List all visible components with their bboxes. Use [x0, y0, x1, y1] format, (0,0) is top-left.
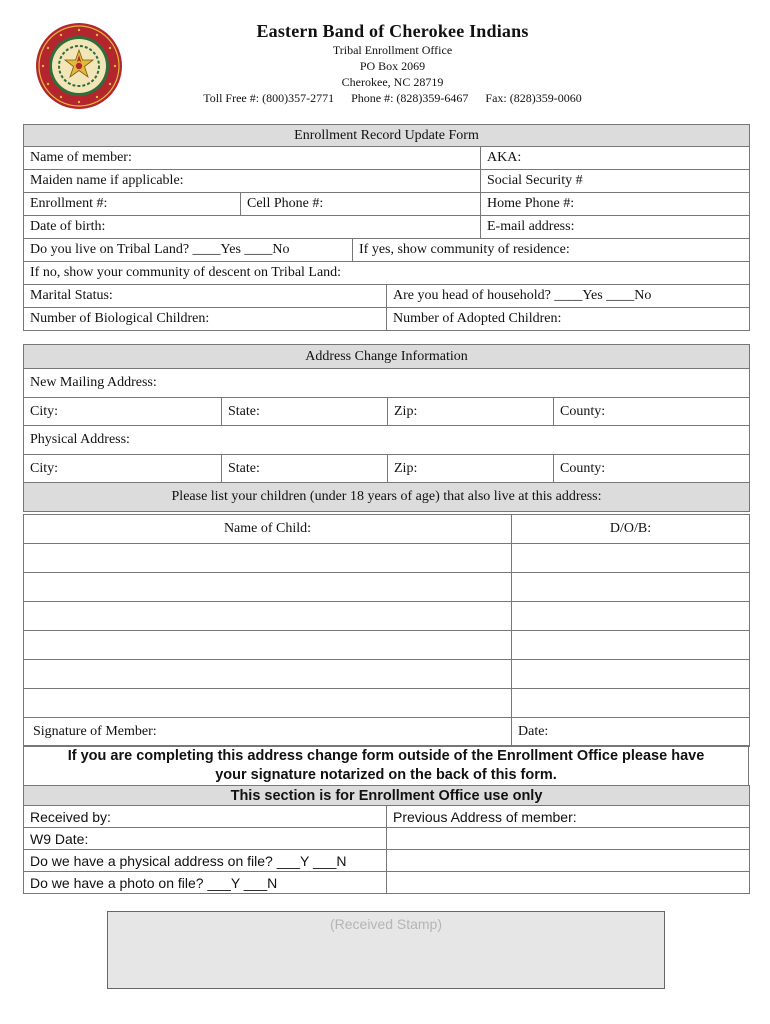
notice-line-1: If you are completing this address change form outside of the Enrollment Office please have [67, 748, 705, 764]
head-of-household-question[interactable]: Are you head of household? ____Yes ____No [387, 285, 750, 308]
table-row [24, 602, 750, 631]
po-box: PO Box 2069 [359, 59, 426, 73]
date-of-birth-field[interactable]: Date of birth: [24, 216, 481, 239]
child-name-cell[interactable] [24, 544, 512, 573]
dob-header: D/O/B: [512, 515, 750, 544]
enrollment-record-table [23, 124, 750, 239]
mailing-city-field[interactable]: City: [24, 398, 222, 426]
child-name-cell[interactable] [24, 573, 512, 602]
signature-date-field[interactable]: Date: [512, 718, 750, 747]
w9-date-field[interactable]: W9 Date: [24, 828, 387, 850]
office-section-title: This section is for Enrollment Office use only [24, 786, 750, 806]
table-row [24, 689, 750, 718]
community-residence-field[interactable]: If yes, show community of residence: [353, 239, 750, 262]
marital-status-field[interactable]: Marital Status: [24, 285, 387, 308]
toll-free-number: Toll Free #: (800)357-2771 [203, 91, 335, 105]
header-text [150, 20, 635, 106]
physical-county-field[interactable]: County: [554, 455, 750, 483]
household-table [23, 284, 750, 331]
table-row [24, 660, 750, 689]
child-name-header: Name of Child: [24, 515, 512, 544]
name-of-member-field[interactable]: Name of member: [24, 147, 481, 170]
new-mailing-address-field[interactable]: New Mailing Address: [24, 369, 750, 398]
enrollment-number-field[interactable]: Enrollment #: [24, 193, 241, 216]
children-section-title: Please list your children (under 18 years of age) that also live at this address: [24, 483, 750, 512]
adopted-children-field[interactable]: Number of Adopted Children: [387, 308, 750, 331]
photo-on-file-question[interactable]: Do we have a photo on file? ___Y ___N [24, 872, 387, 894]
physical-city-field[interactable]: City: [24, 455, 222, 483]
received-stamp-box [107, 911, 665, 989]
office-name: Tribal Enrollment Office [332, 43, 453, 57]
child-dob-cell[interactable] [512, 544, 750, 573]
email-field[interactable]: E-mail address: [481, 216, 750, 239]
home-phone-field[interactable]: Home Phone #: [481, 193, 750, 216]
phone-number: Phone #: (828)359-6467 [351, 91, 469, 105]
mailing-county-field[interactable]: County: [554, 398, 750, 426]
previous-address-line[interactable] [387, 828, 750, 850]
member-signature-field[interactable]: Signature of Member: [24, 718, 512, 747]
address-form-title: Address Change Information [24, 345, 750, 369]
tribal-land-question[interactable]: Do you live on Tribal Land? ____Yes ____No [24, 239, 353, 262]
tribal-seal-icon [35, 22, 123, 110]
physical-state-field[interactable]: State: [222, 455, 388, 483]
aka-field[interactable]: AKA: [481, 147, 750, 170]
physical-zip-field[interactable]: Zip: [388, 455, 554, 483]
tribal-land-table [23, 238, 750, 285]
contact-line [150, 90, 635, 106]
received-by-field[interactable]: Received by: [24, 806, 387, 828]
child-dob-cell[interactable] [512, 631, 750, 660]
child-dob-cell[interactable] [512, 689, 750, 718]
child-name-cell[interactable] [24, 602, 512, 631]
previous-address-line[interactable] [387, 872, 750, 894]
record-form-title: Enrollment Record Update Form [24, 125, 750, 147]
org-title: Eastern Band of Cherokee Indians [256, 21, 529, 41]
child-name-cell[interactable] [24, 689, 512, 718]
children-table [23, 514, 750, 747]
notarize-notice [23, 745, 749, 785]
biological-children-field[interactable]: Number of Biological Children: [24, 308, 387, 331]
cell-phone-field[interactable]: Cell Phone #: [241, 193, 481, 216]
child-name-cell[interactable] [24, 660, 512, 689]
table-row [24, 573, 750, 602]
fax-number: Fax: (828)359-0060 [485, 91, 582, 105]
previous-address-line[interactable] [387, 850, 750, 872]
physical-address-field[interactable]: Physical Address: [24, 426, 750, 455]
city-state: Cherokee, NC 28719 [341, 75, 444, 89]
physical-on-file-question[interactable]: Do we have a physical address on file? ___Y ___N [24, 850, 387, 872]
child-dob-cell[interactable] [512, 602, 750, 631]
ssn-field[interactable]: Social Security # [481, 170, 750, 193]
notice-line-2: your signature notarized on the back of this form. [215, 767, 557, 783]
community-descent-field[interactable]: If no, show your community of descent on Tribal Land: [24, 262, 750, 285]
child-name-cell[interactable] [24, 631, 512, 660]
document-header [0, 0, 770, 118]
maiden-name-field[interactable]: Maiden name if applicable: [24, 170, 481, 193]
child-dob-cell[interactable] [512, 573, 750, 602]
table-row [24, 544, 750, 573]
previous-address-field[interactable]: Previous Address of member: [387, 806, 750, 828]
table-row [24, 631, 750, 660]
mailing-state-field[interactable]: State: [222, 398, 388, 426]
child-dob-cell[interactable] [512, 660, 750, 689]
address-change-table [23, 344, 750, 512]
mailing-zip-field[interactable]: Zip: [388, 398, 554, 426]
received-stamp-label: (Received Stamp) [329, 916, 443, 932]
office-use-table [23, 785, 750, 894]
